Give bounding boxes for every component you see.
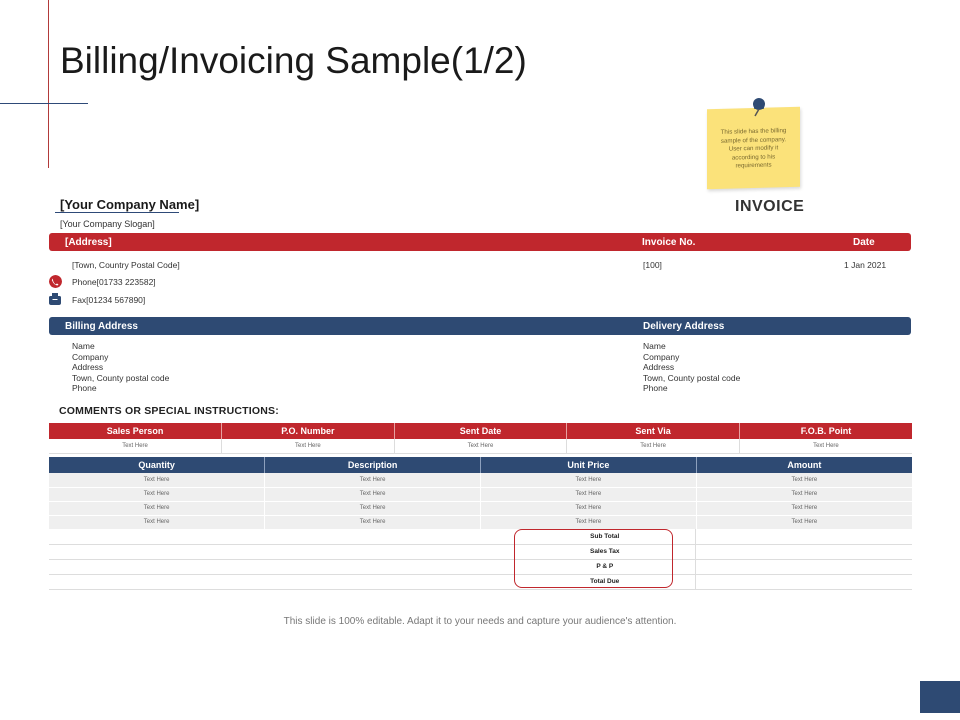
invoice-no-header-label: Invoice No. bbox=[642, 237, 696, 248]
invoice-number-value[interactable]: [100] bbox=[643, 260, 662, 270]
delivery-name: Name bbox=[643, 341, 666, 351]
table-cell[interactable]: Text Here bbox=[49, 487, 265, 501]
table-cell[interactable]: Text Here bbox=[265, 501, 481, 515]
town-field[interactable]: [Town, Country Postal Code] bbox=[72, 260, 180, 270]
address-section-bar bbox=[49, 317, 911, 335]
delivery-town: Town, County postal code bbox=[643, 372, 741, 383]
table-cell[interactable]: Text Here bbox=[265, 515, 481, 529]
sent-date-header: Sent Date bbox=[394, 423, 567, 439]
push-pin-icon bbox=[748, 96, 770, 118]
table-cell[interactable]: Text Here bbox=[49, 439, 222, 453]
billing-address: Address bbox=[72, 362, 104, 372]
table-cell bbox=[49, 544, 515, 559]
items-table bbox=[49, 457, 912, 530]
sub-total-value[interactable] bbox=[695, 529, 912, 544]
table-cell[interactable]: Text Here bbox=[696, 515, 912, 529]
corner-accent-block bbox=[920, 681, 960, 713]
table-cell bbox=[49, 529, 515, 544]
sub-total-label: Sub Total bbox=[515, 529, 695, 544]
fax-icon bbox=[49, 293, 61, 305]
table-row bbox=[49, 473, 912, 487]
billing-name: Name bbox=[72, 341, 95, 351]
date-header-label: Date bbox=[853, 237, 875, 248]
sticky-note[interactable] bbox=[707, 107, 800, 189]
p-and-p-label: P & P bbox=[515, 559, 695, 574]
table-cell bbox=[49, 559, 515, 574]
p-and-p-value[interactable] bbox=[695, 559, 912, 574]
table-cell[interactable]: Text Here bbox=[49, 501, 265, 515]
company-slogan[interactable]: [Your Company Slogan] bbox=[60, 219, 155, 229]
delivery-phone: Phone bbox=[643, 383, 668, 393]
table-cell[interactable]: Text Here bbox=[739, 439, 912, 453]
amount-header: Amount bbox=[696, 457, 912, 473]
company-name-underline bbox=[55, 212, 179, 213]
description-header: Description bbox=[265, 457, 481, 473]
table-row bbox=[49, 515, 912, 529]
table-row bbox=[49, 487, 912, 501]
total-due-label: Total Due bbox=[515, 574, 695, 589]
delivery-address: Address bbox=[643, 362, 675, 372]
table-cell[interactable]: Text Here bbox=[49, 473, 265, 487]
company-name[interactable]: [Your Company Name] bbox=[60, 197, 200, 212]
table-cell[interactable]: Text Here bbox=[222, 439, 395, 453]
slide-title[interactable]: Billing/Invoicing Sample(1/2) bbox=[60, 40, 527, 81]
table-row bbox=[49, 529, 912, 544]
table-cell[interactable]: Text Here bbox=[49, 515, 265, 529]
table-row bbox=[49, 501, 912, 515]
billing-address-label: Billing Address bbox=[65, 321, 138, 332]
totals-table bbox=[49, 529, 912, 590]
sent-via-header: Sent Via bbox=[567, 423, 740, 439]
billing-address-block[interactable] bbox=[72, 341, 169, 394]
table-cell[interactable]: Text Here bbox=[481, 501, 697, 515]
totals-highlight-box bbox=[514, 529, 673, 588]
address-header-bar bbox=[49, 233, 911, 251]
phone-icon bbox=[49, 275, 62, 288]
unit-price-header: Unit Price bbox=[481, 457, 697, 473]
table-cell[interactable]: Text Here bbox=[696, 487, 912, 501]
delivery-company: Company bbox=[643, 351, 680, 362]
delivery-address-label: Delivery Address bbox=[643, 321, 725, 332]
table-cell[interactable]: Text Here bbox=[481, 473, 697, 487]
table-row bbox=[49, 439, 912, 453]
sales-tax-value[interactable] bbox=[695, 544, 912, 559]
table-cell[interactable]: Text Here bbox=[481, 515, 697, 529]
fob-point-header: F.O.B. Point bbox=[739, 423, 912, 439]
table-cell[interactable]: Text Here bbox=[265, 473, 481, 487]
phone-field[interactable]: Phone[01733 223582] bbox=[72, 277, 156, 287]
sticky-note-text: This slide has the billing sample of the company. User can modify it according to his requirements bbox=[720, 127, 787, 170]
comments-heading: COMMENTS OR SPECIAL INSTRUCTIONS: bbox=[59, 405, 279, 417]
address-header-label: [Address] bbox=[65, 237, 112, 248]
sales-tax-label: Sales Tax bbox=[515, 544, 695, 559]
table-cell[interactable]: Text Here bbox=[567, 439, 740, 453]
fax-field[interactable]: Fax[01234 567890] bbox=[72, 295, 146, 305]
delivery-address-block[interactable] bbox=[643, 341, 740, 394]
billing-phone: Phone bbox=[72, 383, 97, 393]
table-cell[interactable]: Text Here bbox=[481, 487, 697, 501]
table-cell[interactable]: Text Here bbox=[696, 473, 912, 487]
table-cell[interactable]: Text Here bbox=[265, 487, 481, 501]
footer-note: This slide is 100% editable. Adapt it to your needs and capture your audience's attention. bbox=[283, 616, 677, 627]
table-row bbox=[49, 559, 912, 574]
invoice-date-value[interactable]: 1 Jan 2021 bbox=[844, 260, 887, 270]
billing-town: Town, County postal code bbox=[72, 372, 170, 383]
po-number-header: P.O. Number bbox=[222, 423, 395, 439]
decorative-horizontal-line bbox=[0, 103, 88, 104]
sales-person-header: Sales Person bbox=[49, 423, 222, 439]
total-due-value[interactable] bbox=[695, 574, 912, 589]
table-row bbox=[49, 574, 912, 589]
decorative-vertical-line bbox=[48, 0, 49, 168]
table-cell[interactable]: Text Here bbox=[696, 501, 912, 515]
invoice-label: INVOICE bbox=[735, 198, 805, 215]
billing-company: Company bbox=[72, 351, 109, 362]
table-row bbox=[49, 544, 912, 559]
table-cell bbox=[49, 574, 515, 589]
sales-table bbox=[49, 423, 912, 454]
quantity-header: Quantity bbox=[49, 457, 265, 473]
table-cell[interactable]: Text Here bbox=[394, 439, 567, 453]
